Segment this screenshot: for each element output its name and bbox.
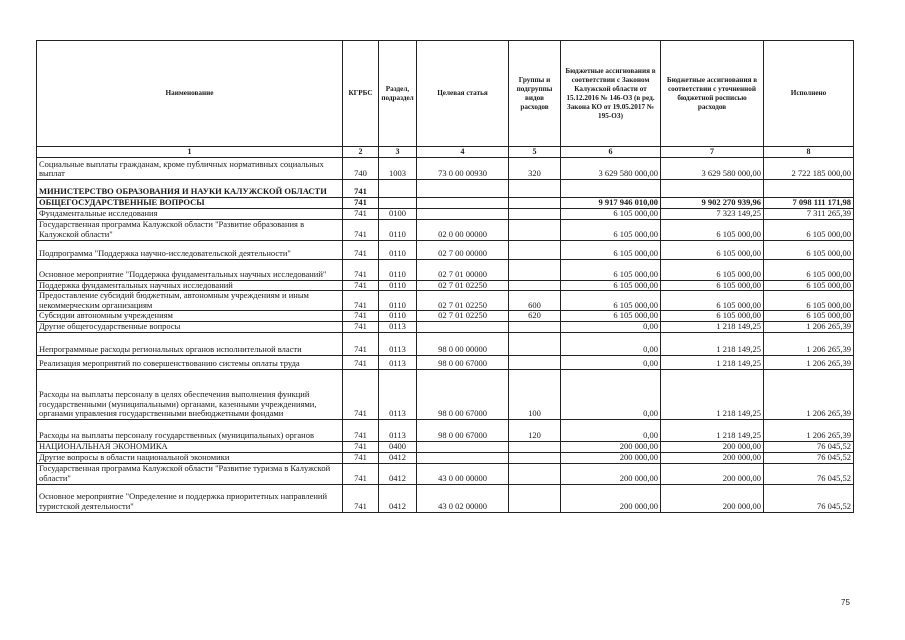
header-name: Наименование xyxy=(37,41,343,147)
row-group xyxy=(509,240,561,259)
row-value-6: 200 000,00 xyxy=(561,484,661,512)
row-value-8: 1 206 265,39 xyxy=(764,419,854,441)
row-value-8: 76 045,52 xyxy=(764,463,854,484)
row-section: 0412 xyxy=(379,463,417,484)
budget-table-sheet xyxy=(36,40,853,513)
row-name: Предоставление субсидий бюджетным, автономным учреждениям и иным некоммерческим организациям xyxy=(37,291,343,311)
row-name: ОБЩЕГОСУДАРСТВЕННЫЕ ВОПРОСЫ xyxy=(37,198,343,209)
row-target: 98 0 00 67000 xyxy=(417,369,509,419)
row-value-7: 6 105 000,00 xyxy=(661,291,764,311)
row-value-6: 6 105 000,00 xyxy=(561,259,661,280)
row-value-7: 6 105 000,00 xyxy=(661,280,764,291)
header-group: Группы и подгруппы видов расходов xyxy=(509,41,561,147)
row-name: Другие вопросы в области национальной экономики xyxy=(37,452,343,463)
row-section: 0113 xyxy=(379,332,417,355)
row-kgrbs: 741 xyxy=(343,291,379,311)
row-section: 0113 xyxy=(379,369,417,419)
col-number: 8 xyxy=(764,147,854,158)
row-name: Непрограммные расходы региональных органов исполнительной власти xyxy=(37,332,343,355)
row-value-6: 200 000,00 xyxy=(561,463,661,484)
row-section: 0412 xyxy=(379,484,417,512)
row-value-6: 6 105 000,00 xyxy=(561,240,661,259)
table-row xyxy=(37,452,854,463)
row-kgrbs: 741 xyxy=(343,259,379,280)
row-target: 98 0 00 00000 xyxy=(417,332,509,355)
table-row xyxy=(37,332,854,355)
row-target xyxy=(417,209,509,220)
row-group xyxy=(509,321,561,332)
row-section: 0113 xyxy=(379,321,417,332)
row-name: Субсидии автономным учреждениям xyxy=(37,311,343,322)
row-kgrbs: 741 xyxy=(343,369,379,419)
row-value-6: 0,00 xyxy=(561,321,661,332)
row-value-7: 6 105 000,00 xyxy=(661,311,764,322)
row-name: Государственная программа Калужской области "Развитие туризма в Калужской области" xyxy=(37,463,343,484)
header-kgrbs: КГРБС xyxy=(343,41,379,147)
row-group xyxy=(509,180,561,198)
table-row xyxy=(37,198,854,209)
row-value-7: 3 629 580 000,00 xyxy=(661,158,764,180)
row-group xyxy=(509,259,561,280)
table-row xyxy=(37,291,854,311)
row-section: 0113 xyxy=(379,419,417,441)
row-target: 43 0 00 00000 xyxy=(417,463,509,484)
header-row xyxy=(37,41,854,147)
row-kgrbs: 741 xyxy=(343,180,379,198)
row-value-8: 7 311 265,39 xyxy=(764,209,854,220)
table-row xyxy=(37,240,854,259)
row-value-6: 6 105 000,00 xyxy=(561,291,661,311)
row-value-6: 0,00 xyxy=(561,332,661,355)
table-row xyxy=(37,209,854,220)
row-group xyxy=(509,441,561,452)
row-section xyxy=(379,198,417,209)
row-value-7: 200 000,00 xyxy=(661,441,764,452)
row-name: Расходы на выплаты персоналу государственных (муниципальных) органов xyxy=(37,419,343,441)
row-group: 600 xyxy=(509,291,561,311)
row-kgrbs: 741 xyxy=(343,452,379,463)
row-target: 98 0 00 67000 xyxy=(417,355,509,369)
row-value-6: 6 105 000,00 xyxy=(561,209,661,220)
row-value-6: 200 000,00 xyxy=(561,452,661,463)
row-group xyxy=(509,484,561,512)
row-name: Основное мероприятие "Поддержка фундаментальных научных исследований" xyxy=(37,259,343,280)
row-target: 02 7 01 02250 xyxy=(417,280,509,291)
row-kgrbs: 741 xyxy=(343,198,379,209)
col-number: 5 xyxy=(509,147,561,158)
column-number-row xyxy=(37,147,854,158)
row-target: 02 0 00 00000 xyxy=(417,219,509,240)
row-value-6: 3 629 580 000,00 xyxy=(561,158,661,180)
row-target xyxy=(417,321,509,332)
row-value-6: 6 105 000,00 xyxy=(561,219,661,240)
col-number: 6 xyxy=(561,147,661,158)
header-target: Целевая статья xyxy=(417,41,509,147)
row-section: 0110 xyxy=(379,240,417,259)
row-target: 73 0 00 00930 xyxy=(417,158,509,180)
row-value-8 xyxy=(764,180,854,198)
row-section: 0100 xyxy=(379,209,417,220)
row-value-8: 2 722 185 000,00 xyxy=(764,158,854,180)
row-group xyxy=(509,198,561,209)
table-row xyxy=(37,259,854,280)
row-value-8: 76 045,52 xyxy=(764,484,854,512)
row-name: НАЦИОНАЛЬНАЯ ЭКОНОМИКА xyxy=(37,441,343,452)
row-value-6: 0,00 xyxy=(561,419,661,441)
row-name: Социальные выплаты гражданам, кроме публичных нормативных социальных выплат xyxy=(37,158,343,180)
col-number: 2 xyxy=(343,147,379,158)
row-value-8: 6 105 000,00 xyxy=(764,280,854,291)
row-value-7: 1 218 149,25 xyxy=(661,355,764,369)
row-value-7: 1 218 149,25 xyxy=(661,369,764,419)
row-value-8: 76 045,52 xyxy=(764,452,854,463)
col-number: 3 xyxy=(379,147,417,158)
row-group xyxy=(509,452,561,463)
row-value-6 xyxy=(561,180,661,198)
row-value-6: 6 105 000,00 xyxy=(561,280,661,291)
row-name: Подпрограмма "Поддержка научно-исследовательской деятельности" xyxy=(37,240,343,259)
table-row xyxy=(37,311,854,322)
row-group: 100 xyxy=(509,369,561,419)
row-name: Государственная программа Калужской области "Развитие образования в Калужской области" xyxy=(37,219,343,240)
row-target: 02 7 01 02250 xyxy=(417,311,509,322)
table-row xyxy=(37,355,854,369)
row-name: Поддержка фундаментальных научных исследований xyxy=(37,280,343,291)
row-group xyxy=(509,355,561,369)
row-group: 120 xyxy=(509,419,561,441)
row-target: 02 7 00 00000 xyxy=(417,240,509,259)
row-value-8: 1 206 265,39 xyxy=(764,332,854,355)
row-value-8: 6 105 000,00 xyxy=(764,219,854,240)
header-col8: Исполнено xyxy=(764,41,854,147)
row-kgrbs: 741 xyxy=(343,484,379,512)
header-section: Раздел, подраздел xyxy=(379,41,417,147)
row-name: Основное мероприятие "Определение и поддержка приоритетных направлений туристской деятельности" xyxy=(37,484,343,512)
row-section: 0110 xyxy=(379,291,417,311)
row-value-6: 0,00 xyxy=(561,369,661,419)
row-section: 0110 xyxy=(379,219,417,240)
table-row xyxy=(37,280,854,291)
row-group xyxy=(509,219,561,240)
row-target: 43 0 02 00000 xyxy=(417,484,509,512)
row-value-8: 76 045,52 xyxy=(764,441,854,452)
row-value-8: 1 206 265,39 xyxy=(764,321,854,332)
row-kgrbs: 741 xyxy=(343,240,379,259)
table-row xyxy=(37,463,854,484)
row-kgrbs: 741 xyxy=(343,311,379,322)
row-value-8: 6 105 000,00 xyxy=(764,291,854,311)
row-group xyxy=(509,209,561,220)
row-kgrbs: 741 xyxy=(343,321,379,332)
table-row xyxy=(37,441,854,452)
table-body xyxy=(37,158,854,513)
table-row xyxy=(37,321,854,332)
row-target: 02 7 01 02250 xyxy=(417,291,509,311)
row-value-7: 6 105 000,00 xyxy=(661,259,764,280)
row-value-7: 1 218 149,25 xyxy=(661,332,764,355)
table-row xyxy=(37,180,854,198)
row-target xyxy=(417,180,509,198)
row-target xyxy=(417,198,509,209)
row-value-6: 200 000,00 xyxy=(561,441,661,452)
col-number: 7 xyxy=(661,147,764,158)
row-group: 320 xyxy=(509,158,561,180)
row-value-7: 200 000,00 xyxy=(661,484,764,512)
row-value-8: 7 098 111 171,98 xyxy=(764,198,854,209)
page-number: 75 xyxy=(841,598,850,607)
table-row xyxy=(37,484,854,512)
row-kgrbs: 740 xyxy=(343,158,379,180)
row-section: 0110 xyxy=(379,311,417,322)
row-kgrbs: 741 xyxy=(343,219,379,240)
row-value-8: 6 105 000,00 xyxy=(764,311,854,322)
row-section: 0110 xyxy=(379,259,417,280)
row-section xyxy=(379,180,417,198)
header-col7: Бюджетные ассигнования в соответствии с уточненной бюджетной росписью расходов xyxy=(661,41,764,147)
table-row xyxy=(37,158,854,180)
row-value-6: 6 105 000,00 xyxy=(561,311,661,322)
row-value-7: 200 000,00 xyxy=(661,463,764,484)
row-value-7 xyxy=(661,180,764,198)
row-value-8: 1 206 265,39 xyxy=(764,369,854,419)
row-kgrbs: 741 xyxy=(343,209,379,220)
row-kgrbs: 741 xyxy=(343,355,379,369)
row-group xyxy=(509,332,561,355)
budget-table xyxy=(36,40,854,513)
header-col6: Бюджетные ассигнования в соответствии с Законом Калужской области от 15.12.2016 № 146-ОЗ (в ред. Закона КО от 19.05.2017 № 195-ОЗ) xyxy=(561,41,661,147)
row-name: Фундаментальные исследования xyxy=(37,209,343,220)
row-section: 1003 xyxy=(379,158,417,180)
col-number: 4 xyxy=(417,147,509,158)
row-name: Расходы на выплаты персоналу в целях обеспечения выполнения функций государственными (муниципальными) органами, казенными учреждениями, органами управления государственными внебюджетными фондами xyxy=(37,369,343,419)
table-row xyxy=(37,219,854,240)
row-value-7: 1 218 149,25 xyxy=(661,321,764,332)
row-value-8: 1 206 265,39 xyxy=(764,355,854,369)
row-name: МИНИСТЕРСТВО ОБРАЗОВАНИЯ И НАУКИ КАЛУЖСКОЙ ОБЛАСТИ xyxy=(37,180,343,198)
row-name: Другие общегосударственные вопросы xyxy=(37,321,343,332)
row-value-8: 6 105 000,00 xyxy=(764,240,854,259)
row-value-7: 200 000,00 xyxy=(661,452,764,463)
row-kgrbs: 741 xyxy=(343,441,379,452)
table-row xyxy=(37,369,854,419)
row-group: 620 xyxy=(509,311,561,322)
row-kgrbs: 741 xyxy=(343,463,379,484)
row-target xyxy=(417,441,509,452)
row-section: 0113 xyxy=(379,355,417,369)
row-group xyxy=(509,280,561,291)
row-value-8: 6 105 000,00 xyxy=(764,259,854,280)
col-number: 1 xyxy=(37,147,343,158)
row-value-7: 7 323 149,25 xyxy=(661,209,764,220)
row-kgrbs: 741 xyxy=(343,419,379,441)
row-kgrbs: 741 xyxy=(343,332,379,355)
row-section: 0400 xyxy=(379,441,417,452)
row-value-6: 9 917 946 010,00 xyxy=(561,198,661,209)
row-kgrbs: 741 xyxy=(343,280,379,291)
row-name: Реализация мероприятий по совершенствованию системы оплаты труда xyxy=(37,355,343,369)
row-value-7: 1 218 149,25 xyxy=(661,419,764,441)
row-value-7: 9 902 270 939,96 xyxy=(661,198,764,209)
table-row xyxy=(37,419,854,441)
row-group xyxy=(509,463,561,484)
row-section: 0412 xyxy=(379,452,417,463)
row-value-6: 0,00 xyxy=(561,355,661,369)
row-target: 98 0 00 67000 xyxy=(417,419,509,441)
row-value-7: 6 105 000,00 xyxy=(661,240,764,259)
row-section: 0110 xyxy=(379,280,417,291)
row-value-7: 6 105 000,00 xyxy=(661,219,764,240)
row-target xyxy=(417,452,509,463)
row-target: 02 7 01 00000 xyxy=(417,259,509,280)
